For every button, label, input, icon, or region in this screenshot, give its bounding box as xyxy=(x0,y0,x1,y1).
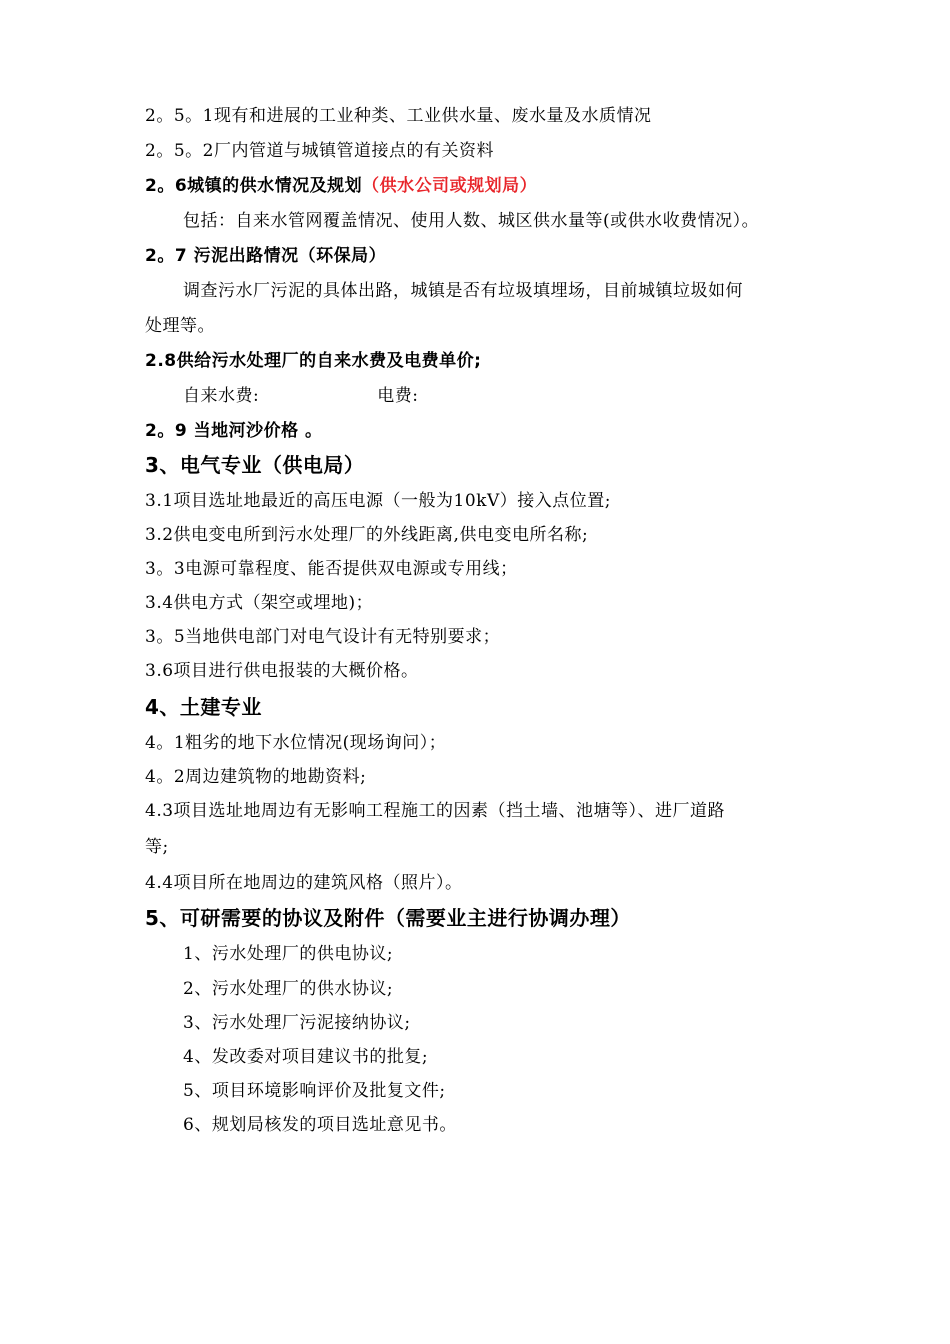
item-2-7-detail-cont: 处理等。 xyxy=(145,316,215,336)
section-3-heading: 3、电气专业（供电局） xyxy=(145,453,365,477)
item-2-9-heading: 2。9 当地河沙价格 。 xyxy=(145,421,323,441)
item-2-8-heading: 2.8供给污水处理厂的自来水费及电费单价; xyxy=(145,351,482,371)
item-4-1: 4。1粗劣的地下水位情况(现场询问）； xyxy=(145,733,447,753)
section-4-heading: 4、土建专业 xyxy=(145,695,262,719)
item-2-6-source: （供水公司或规划局） xyxy=(362,176,538,196)
item-4-3: 4.3项目选址地周边有无影响工程施工的因素（挡土墙、池塘等）、进厂道路 xyxy=(145,801,726,821)
item-2-5-1: 2。5。1现有和进展的工业种类、工业供水量、废水量及水质情况 xyxy=(145,106,652,126)
item-3-2: 3.2供电变电所到污水处理厂的外线距离,供电变电所名称; xyxy=(145,525,589,545)
item-4-3-cont: 等; xyxy=(145,837,169,857)
list-item: 5、项目环境影响评价及批复文件; xyxy=(183,1081,446,1101)
item-2-8-detail xyxy=(183,385,418,407)
item-4-4: 4.4项目所在地周边的建筑风格（照片）。 xyxy=(145,873,463,893)
item-2-6-title: 2。6城镇的供水情况及规划 xyxy=(145,176,363,196)
list-item: 6、规划局核发的项目选址意见书。 xyxy=(183,1115,457,1135)
list-item: 4、发改委对项目建议书的批复; xyxy=(183,1047,429,1067)
water-fee-label: 自来水费: xyxy=(183,386,260,406)
item-2-7-detail: 调查污水厂污泥的具体出路，城镇是否有垃圾填埋场，目前城镇垃圾如何 xyxy=(183,281,743,301)
list-item: 2、污水处理厂的供水协议; xyxy=(183,979,394,999)
item-2-7-heading: 2。7 污泥出路情况（环保局） xyxy=(145,246,387,266)
list-item: 3、污水处理厂污泥接纳协议; xyxy=(183,1013,411,1033)
item-3-4: 3.4供电方式（架空或埋地)； xyxy=(145,593,374,613)
item-3-5: 3。5当地供电部门对电气设计有无特别要求； xyxy=(145,627,501,647)
list-item: 1、污水处理厂的供电协议; xyxy=(183,944,394,964)
electricity-fee-label: 电费: xyxy=(377,386,419,406)
item-3-1: 3.1项目选址地最近的高压电源（一般为10kV）接入点位置; xyxy=(145,491,611,511)
item-3-3: 3。3电源可靠程度、能否提供双电源或专用线； xyxy=(145,559,518,579)
item-2-5-2: 2。5。2厂内管道与城镇管道接点的有关资料 xyxy=(145,141,494,161)
section-5-heading: 5、可研需要的协议及附件（需要业主进行协调办理） xyxy=(145,906,631,930)
item-2-6-detail: 包括：自来水管网覆盖情况、使用人数、城区供水量等(或供水收费情况）。 xyxy=(183,211,760,231)
item-3-6: 3.6项目进行供电报装的大概价格。 xyxy=(145,661,419,681)
item-4-2: 4。2周边建筑物的地勘资料; xyxy=(145,767,367,787)
item-2-6-heading xyxy=(145,175,537,197)
